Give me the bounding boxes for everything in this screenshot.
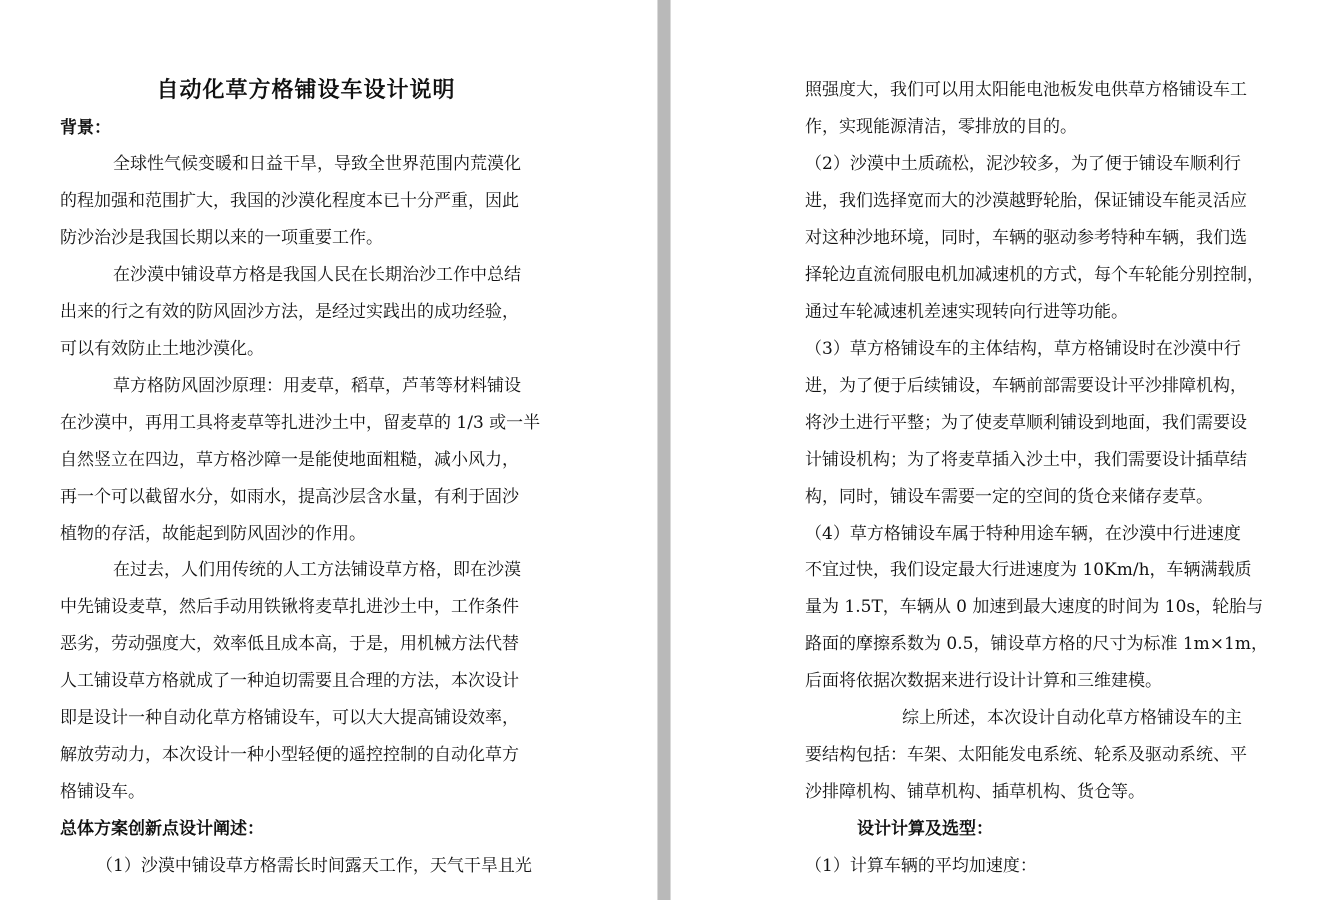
paragraph-line: 将沙土进行平整；为了使麦草顺利铺设到地面，我们需要设 bbox=[805, 413, 1247, 433]
paragraph-line: 在过去，人们用传统的人工方法铺设草方格，即在沙漠 bbox=[113, 560, 521, 580]
paragraph-line: （4）草方格铺设车属于特种用途车辆，在沙漠中行进速度 bbox=[805, 524, 1241, 544]
paragraph-line: 对这种沙地环境，同时，车辆的驱动参考特种车辆，我们选 bbox=[805, 228, 1247, 248]
paragraph-line: 格铺设车。 bbox=[60, 782, 145, 802]
paragraph-line: 综上所述，本次设计自动化草方格铺设车的主 bbox=[902, 708, 1242, 728]
paragraph-line: 要结构包括：车架、太阳能发电系统、轮系及驱动系统、平 bbox=[805, 745, 1247, 765]
paragraph-line: 的程加强和范围扩大，我国的沙漠化程度本已十分严重，因此 bbox=[60, 191, 519, 211]
paragraph-line: 恶劣，劳动强度大，效率低且成本高，于是，用机械方法代替 bbox=[60, 634, 519, 654]
paragraph-line: 进，我们选择宽而大的沙漠越野轮胎，保证铺设车能灵活应 bbox=[805, 191, 1247, 211]
heading-background: 背景： bbox=[60, 118, 111, 138]
paragraph-line: 全球性气候变暖和日益干旱，导致全世界范围内荒漠化 bbox=[113, 154, 521, 174]
heading-scheme: 总体方案创新点设计阐述： bbox=[60, 819, 264, 839]
paragraph-line: 不宜过快，我们设定最大行进速度为 10Km/h，车辆满载质 bbox=[805, 560, 1252, 580]
paragraph-line: 草方格防风固沙原理：用麦草，稻草，芦苇等材料铺设 bbox=[113, 376, 521, 396]
paragraph-line: 防沙治沙是我国长期以来的一项重要工作。 bbox=[60, 228, 383, 248]
heading-calculation: 设计计算及选型： bbox=[857, 819, 993, 839]
paragraph-line: 中先铺设麦草，然后手动用铁锹将麦草扎进沙土中，工作条件 bbox=[60, 597, 519, 617]
paragraph-line: 沙排障机构、铺草机构、插草机构、货仓等。 bbox=[805, 782, 1145, 802]
paragraph-line: 量为 1.5T，车辆从 0 加速到最大速度的时间为 10s，轮胎与 bbox=[805, 597, 1264, 617]
paragraph-line: （1）沙漠中铺设草方格需长时间露天工作，天气干旱且光 bbox=[96, 856, 532, 876]
paragraph-line: 植物的存活，故能起到防风固沙的作用。 bbox=[60, 524, 366, 544]
paragraph-line: 在沙漠中铺设草方格是我国人民在长期治沙工作中总结 bbox=[113, 265, 521, 285]
page-right bbox=[671, 0, 1318, 900]
paragraph-line: 人工铺设草方格就成了一种迫切需要且合理的方法，本次设计 bbox=[60, 671, 519, 691]
paragraph-line: 择轮边直流伺服电机加减速机的方式，每个车轮能分别控制， bbox=[805, 265, 1264, 285]
paragraph-line: （1）计算车辆的平均加速度： bbox=[805, 856, 1037, 876]
paragraph-line: 在沙漠中，再用工具将麦草等扎进沙土中，留麦草的 1/3 或一半 bbox=[60, 413, 541, 433]
document-title: 自动化草方格铺设车设计说明 bbox=[156, 77, 456, 103]
paragraph-line: 出来的行之有效的防风固沙方法，是经过实践出的成功经验， bbox=[60, 302, 519, 322]
paragraph-line: 照强度大，我们可以用太阳能电池板发电供草方格铺设车工 bbox=[805, 80, 1247, 100]
paragraph-line: 构，同时，铺设车需要一定的空间的货仓来储存麦草。 bbox=[805, 487, 1213, 507]
paragraph-line: 计铺设机构；为了将麦草插入沙土中，我们需要设计插草结 bbox=[805, 450, 1247, 470]
paragraph-line: 通过车轮减速机差速实现转向行进等功能。 bbox=[805, 302, 1128, 322]
paragraph-line: 后面将依据次数据来进行设计计算和三维建模。 bbox=[805, 671, 1162, 691]
paragraph-line: 解放劳动力，本次设计一种小型轻便的遥控控制的自动化草方 bbox=[60, 745, 519, 765]
page-gutter bbox=[657, 0, 671, 900]
page-left bbox=[0, 0, 657, 900]
paragraph-line: 路面的摩擦系数为 0.5，铺设草方格的尺寸为标准 1m×1m， bbox=[805, 634, 1268, 654]
paragraph-line: 自然竖立在四边，草方格沙障一是能使地面粗糙，减小风力， bbox=[60, 450, 519, 470]
paragraph-line: （3）草方格铺设车的主体结构，草方格铺设时在沙漠中行 bbox=[805, 339, 1241, 359]
paragraph-line: 即是设计一种自动化草方格铺设车，可以大大提高铺设效率， bbox=[60, 708, 519, 728]
paragraph-line: 作，实现能源清洁，零排放的目的。 bbox=[805, 117, 1077, 137]
paragraph-line: （2）沙漠中土质疏松，泥沙较多，为了便于铺设车顺利行 bbox=[805, 154, 1241, 174]
paragraph-line: 进，为了便于后续铺设，车辆前部需要设计平沙排障机构， bbox=[805, 376, 1247, 396]
paragraph-line: 再一个可以截留水分，如雨水，提高沙层含水量，有利于固沙 bbox=[60, 487, 519, 507]
paragraph-line: 可以有效防止土地沙漠化。 bbox=[60, 339, 264, 359]
